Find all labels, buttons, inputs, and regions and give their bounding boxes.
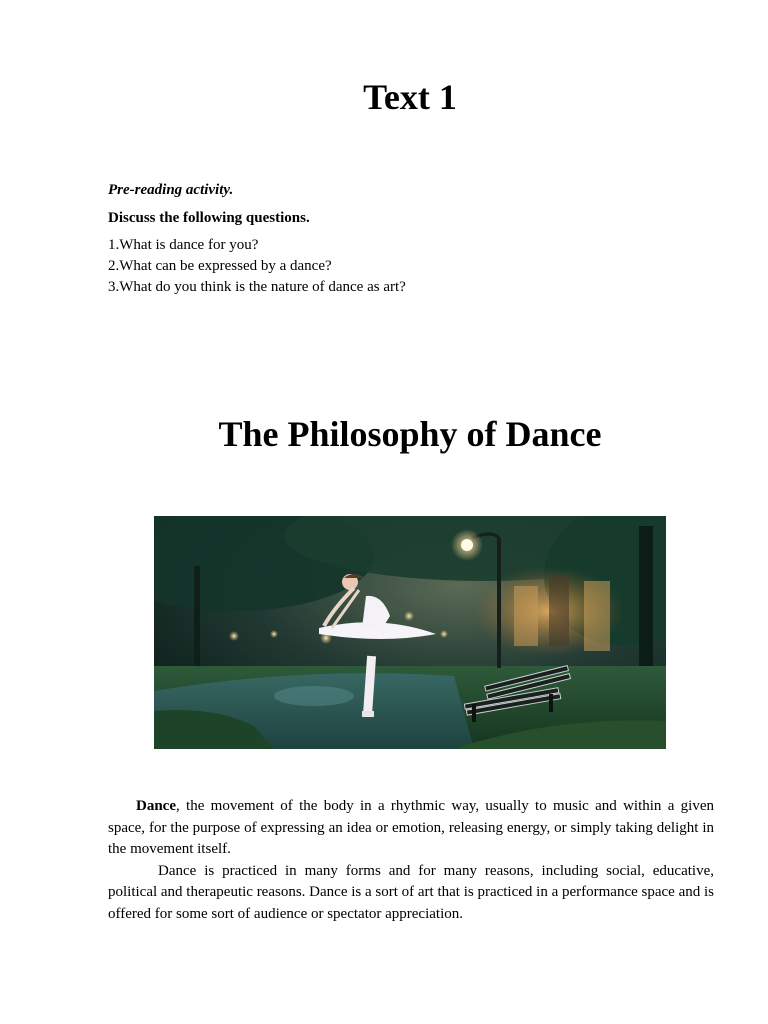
dance-term: Dance	[136, 798, 176, 814]
page-title: Text 1	[363, 77, 457, 117]
question-item: 3.What do you think is the nature of dance as art?	[108, 279, 406, 295]
question-list	[108, 235, 406, 298]
paragraph-2: Dance is practiced in many forms and for many reasons, including social, educative, political and therapeutic reasons. Dance is a sort of art that is practiced in a performance space and is offered for some sort of audience or spectator appreciation.	[108, 862, 714, 922]
question-item: 2.What can be expressed by a dance?	[108, 258, 332, 274]
article-body	[108, 796, 714, 925]
paragraph-1-text: , the movement of the body in a rhythmic way, usually to music and within a given space, for the purpose of expressing an idea or emotion, releasing energy, or simply taking delight in the movement itself.	[108, 798, 714, 857]
paragraph-1	[108, 796, 714, 861]
ballerina-photo	[154, 516, 666, 749]
discussion-instruction: Discuss the following questions.	[108, 210, 310, 226]
article-title: The Philosophy of Dance	[218, 414, 602, 454]
question-item: 1.What is dance for you?	[108, 237, 259, 253]
pre-reading-label: Pre-reading activity.	[108, 182, 234, 198]
